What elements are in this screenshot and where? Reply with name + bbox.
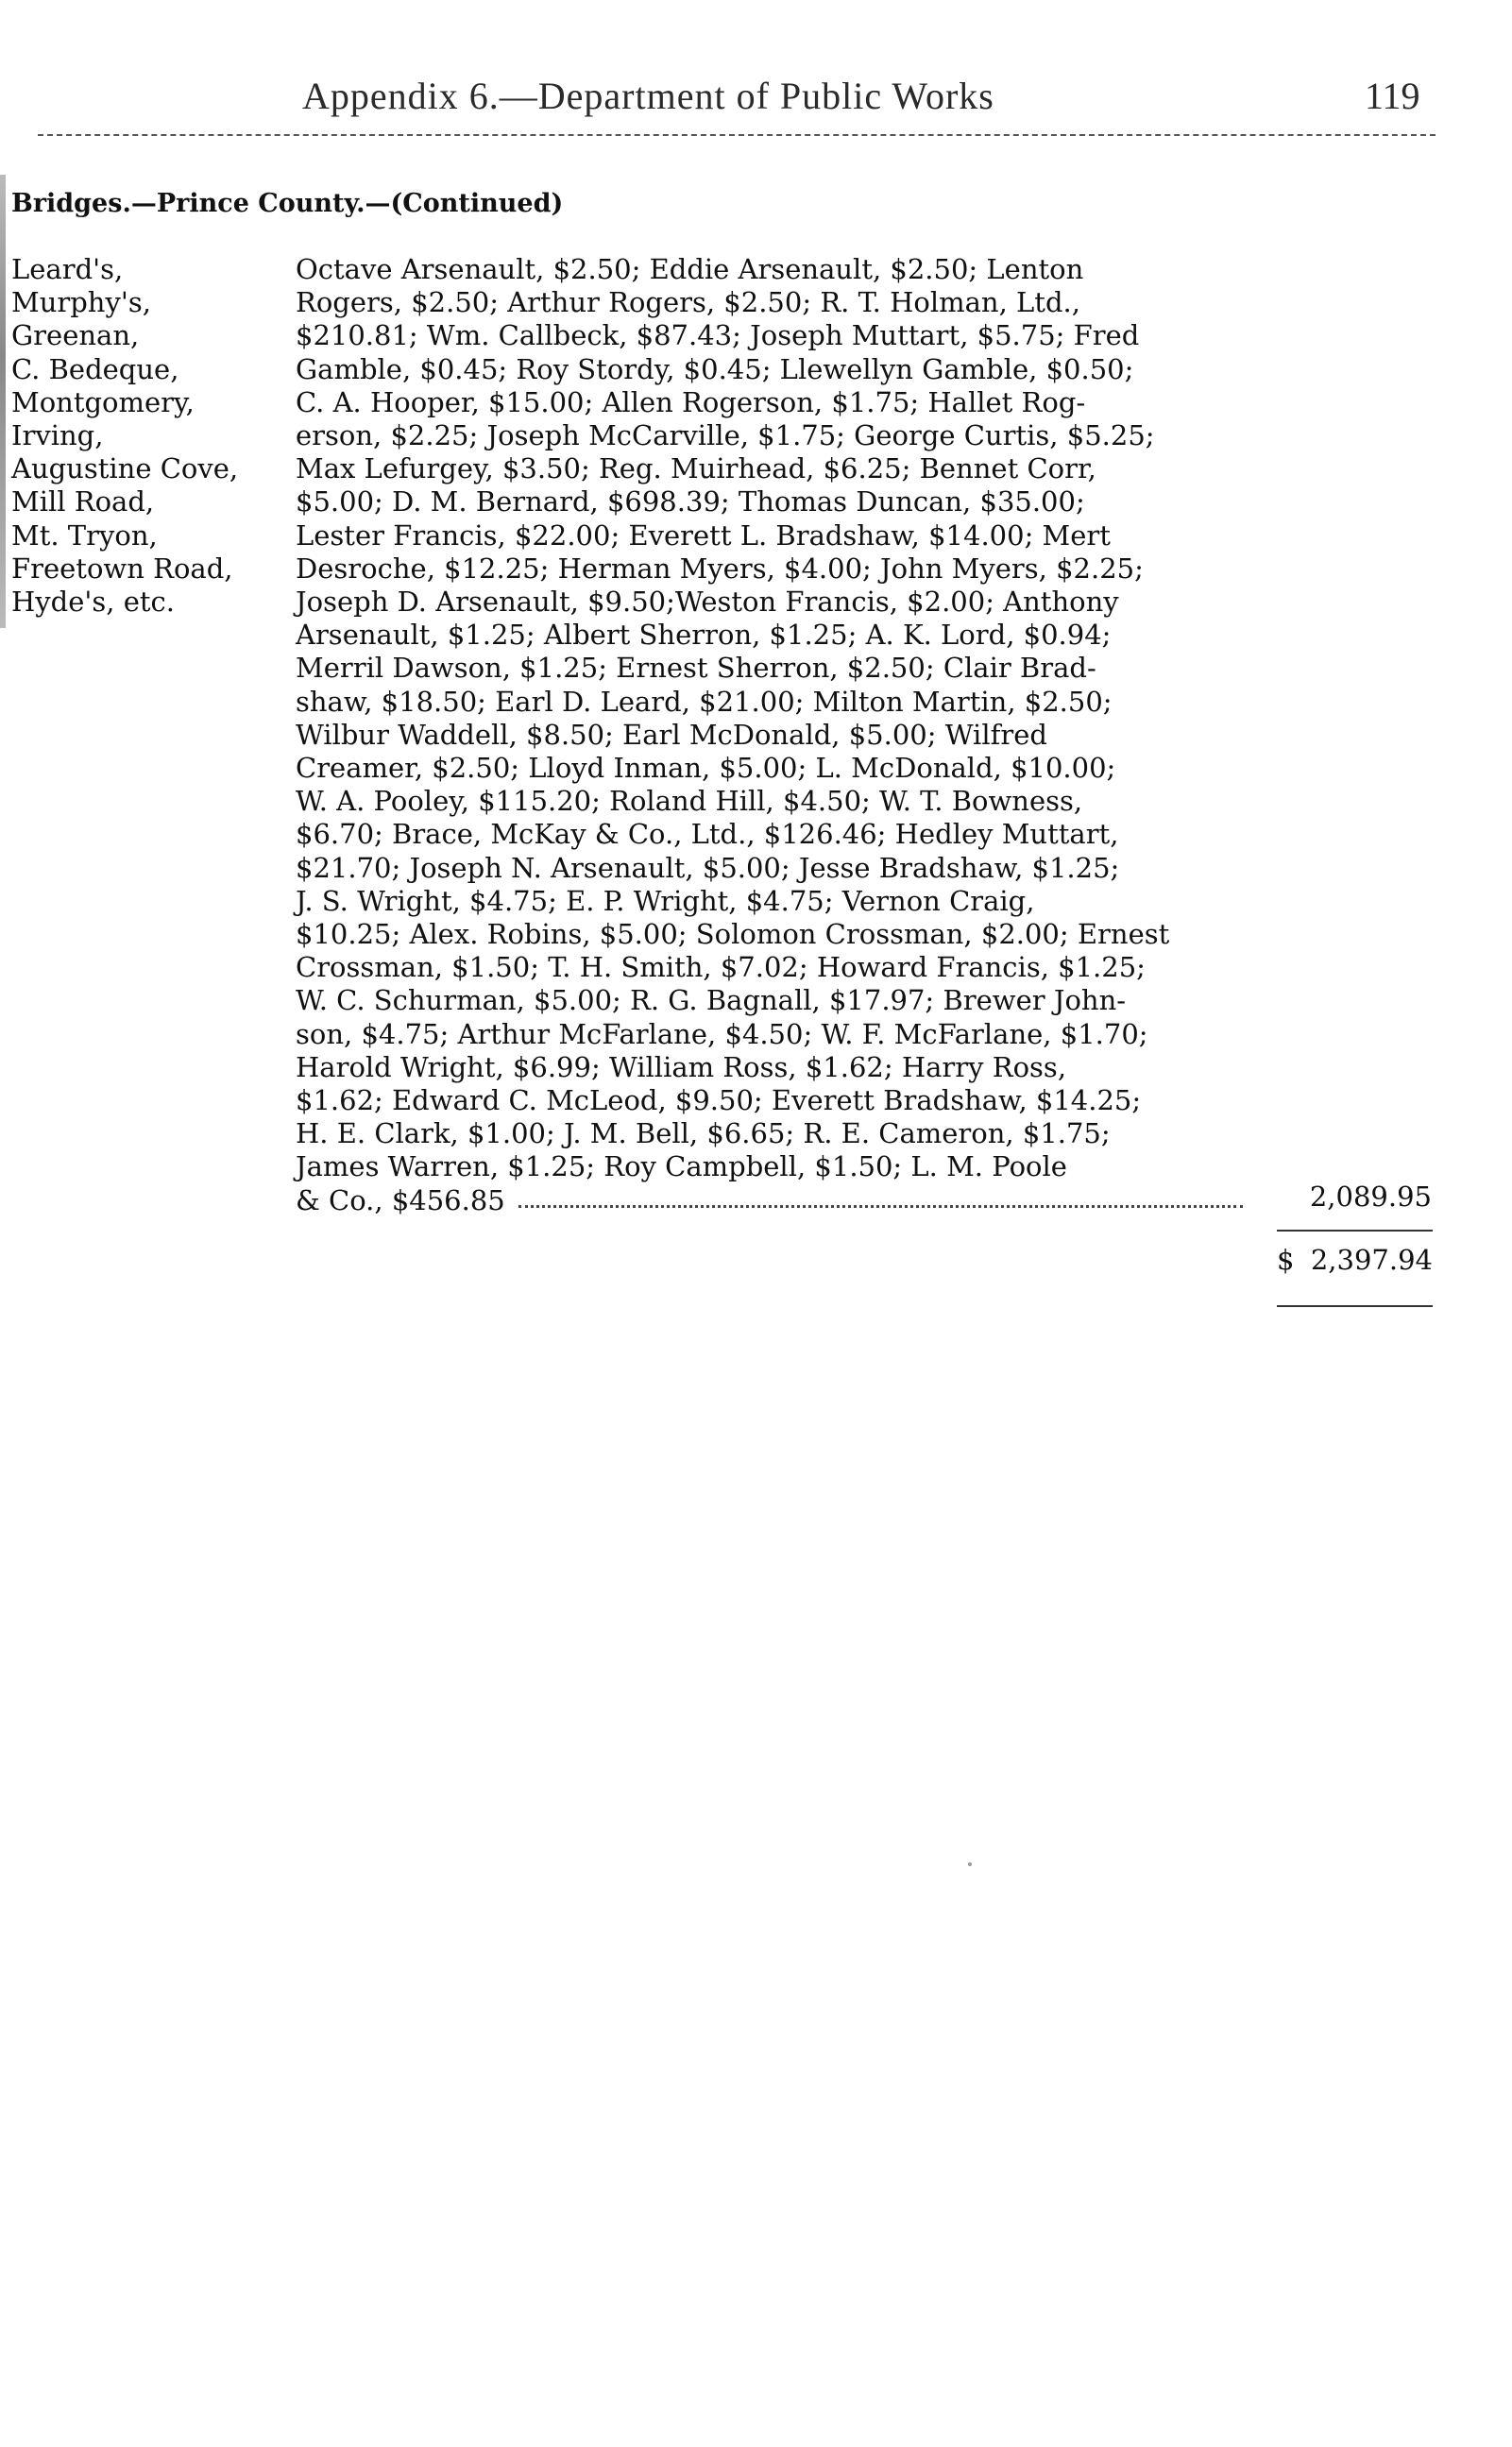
header-rule <box>38 134 1436 136</box>
dot-leader <box>518 1184 1243 1208</box>
place-item: Mill Road, <box>11 485 155 518</box>
payment-entries <box>296 253 1247 1217</box>
place-item: Murphy's, <box>11 286 151 319</box>
place-item: Montgomery, <box>11 385 195 418</box>
place-item: Freetown Road, <box>11 552 233 585</box>
entry-line: Rogers, $2.50; Arthur Rogers, $2.50; R. T. Holman, Ltd., <box>296 286 1080 319</box>
header-title: Appendix 6.—Department of Public Works <box>302 75 994 117</box>
entry-line: H. E. Clark, $1.00; J. M. Bell, $6.65; R. E. Cameron, $1.75; <box>296 1117 1111 1150</box>
entry-line: Lester Francis, $22.00; Everett L. Bradshaw, $14.00; Mert <box>296 518 1111 552</box>
entry-last-text: & Co., $456.85 <box>296 1183 505 1216</box>
entry-line: $1.62; Edward C. McLeod, $9.50; Everett Bradshaw, $14.25; <box>296 1084 1142 1117</box>
place-item: Irving, <box>11 419 104 452</box>
grand-total <box>1277 1244 1433 1276</box>
total-rule-bottom <box>1277 1305 1433 1307</box>
total-value: 2,397.94 <box>1310 1244 1433 1276</box>
place-item: Leard's, <box>11 253 124 285</box>
page-header <box>0 74 1512 121</box>
place-list <box>11 253 276 619</box>
entry-line: $10.25; Alex. Robins, $5.00; Solomon Crossman, $2.00; Ernest <box>296 918 1170 951</box>
entry-line: Max Lefurgey, $3.50; Reg. Muirhead, $6.25; Bennet Corr, <box>296 452 1096 485</box>
place-item: Hyde's, etc. <box>11 586 175 619</box>
entry-line: $5.00; D. M. Bernard, $698.39; Thomas Duncan, $35.00; <box>296 485 1085 518</box>
place-item: C. Bedeque, <box>11 352 179 385</box>
binding-edge <box>0 175 6 628</box>
subtotal-amount: 2,089.95 <box>1309 1181 1432 1213</box>
entry-line: James Warren, $1.25; Roy Campbell, $1.50; L. M. Poole <box>296 1150 1067 1183</box>
entry-line: Octave Arsenault, $2.50; Eddie Arsenault, $2.50; Lenton <box>296 253 1084 285</box>
entry-line: son, $4.75; Arthur McFarlane, $4.50; W. F. McFarlane, $1.70; <box>296 1017 1148 1050</box>
entry-line: erson, $2.25; Joseph McCarville, $1.75; George Curtis, $5.25; <box>296 419 1155 452</box>
entry-line: Arsenault, $1.25; Albert Sherron, $1.25; A. K. Lord, $0.94; <box>296 619 1112 652</box>
entry-line: shaw, $18.50; Earl D. Leard, $21.00; Milton Martin, $2.50; <box>296 685 1113 718</box>
entry-line: Crossman, $1.50; T. H. Smith, $7.02; Howard Francis, $1.25; <box>296 951 1146 984</box>
entry-line: C. A. Hooper, $15.00; Allen Rogerson, $1.75; Hallet Rog- <box>296 385 1086 418</box>
entry-line: Wilbur Waddell, $8.50; Earl McDonald, $5.00; Wilfred <box>296 718 1047 751</box>
section-heading: Bridges.—Prince County.—(Continued) <box>11 189 564 218</box>
entry-line: $6.70; Brace, McKay & Co., Ltd., $126.46; Hedley Muttart, <box>296 818 1119 851</box>
entry-line: Desroche, $12.25; Herman Myers, $4.00; John Myers, $2.25; <box>296 552 1144 585</box>
entry-last-line <box>296 1184 1247 1217</box>
entry-line: W. C. Schurman, $5.00; R. G. Bagnall, $17.97; Brewer John- <box>296 984 1127 1017</box>
print-speck <box>968 1862 972 1866</box>
entry-line: Merril Dawson, $1.25; Ernest Sherron, $2.50; Clair Brad- <box>296 652 1096 685</box>
place-item: Augustine Cove, <box>11 452 239 485</box>
entry-line: Harold Wright, $6.99; William Ross, $1.62; Harry Ross, <box>296 1050 1067 1083</box>
entry-line: Gamble, $0.45; Roy Stordy, $0.45; Llewellyn Gamble, $0.50; <box>296 352 1134 385</box>
total-rule-top <box>1277 1230 1433 1232</box>
place-item: Greenan, <box>11 319 140 352</box>
entry-line: W. A. Pooley, $115.20; Roland Hill, $4.50; W. T. Bowness, <box>296 785 1083 818</box>
page-number: 119 <box>1365 75 1420 117</box>
currency-symbol: $ <box>1277 1244 1295 1276</box>
entry-line: Creamer, $2.50; Lloyd Inman, $5.00; L. McDonald, $10.00; <box>296 752 1116 785</box>
entry-line: Joseph D. Arsenault, $9.50;Weston Francis, $2.00; Anthony <box>296 586 1119 619</box>
entry-line: J. S. Wright, $4.75; E. P. Wright, $4.75; Vernon Craig, <box>296 884 1035 917</box>
place-item: Mt. Tryon, <box>11 518 158 552</box>
entry-line: $21.70; Joseph N. Arsenault, $5.00; Jesse Bradshaw, $1.25; <box>296 851 1120 884</box>
entry-line: $210.81; Wm. Callbeck, $87.43; Joseph Muttart, $5.75; Fred <box>296 319 1140 352</box>
